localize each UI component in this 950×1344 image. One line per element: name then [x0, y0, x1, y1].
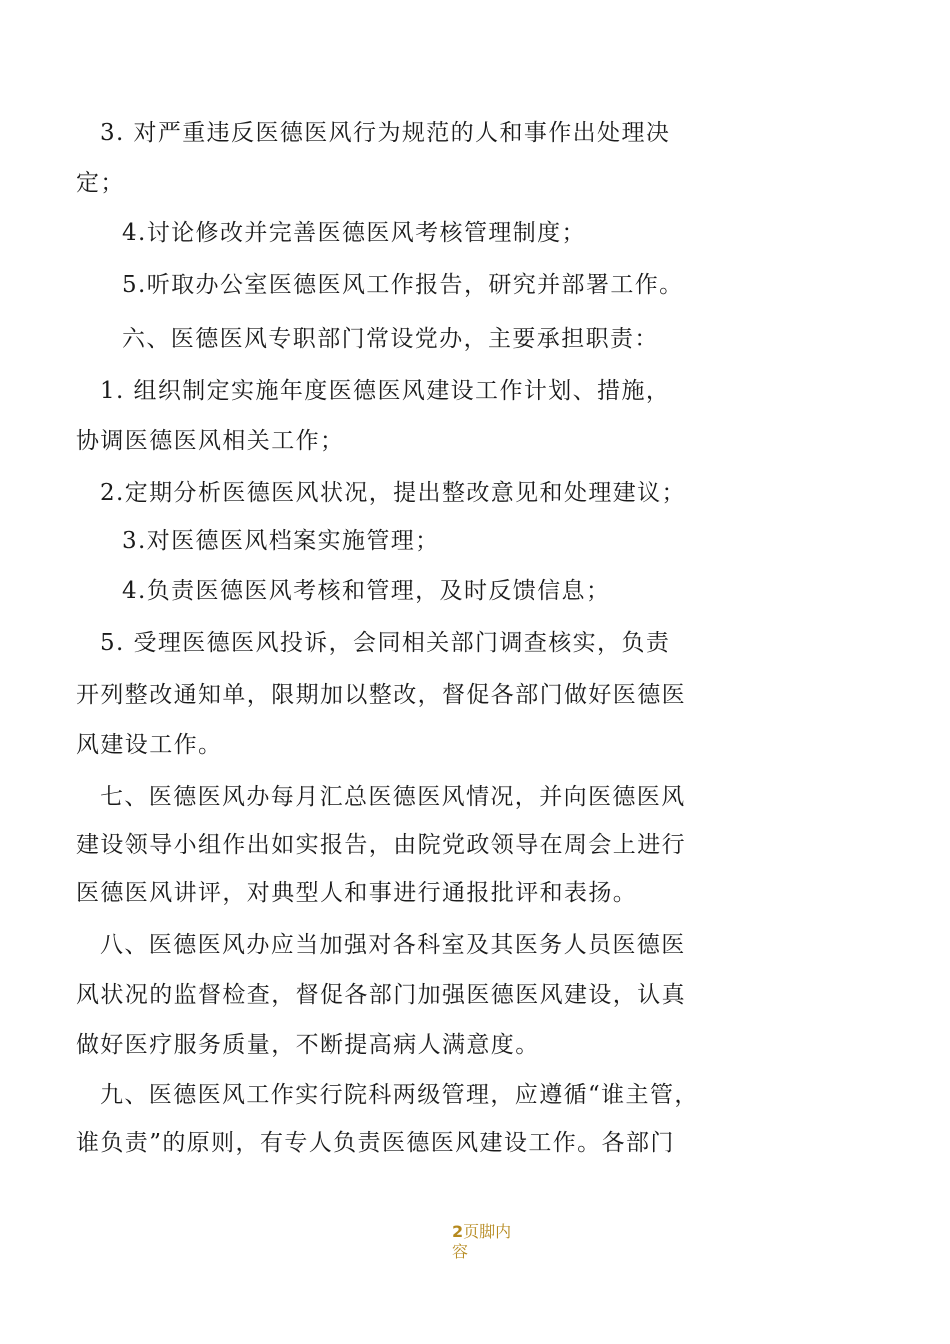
footer-text: 页脚内	[463, 1222, 512, 1241]
text-line-14: 七、医德医风办每月汇总医德医风情况，并向医德医风	[100, 784, 686, 810]
text-line-2: 定；	[76, 170, 125, 196]
text-line-16: 医德医风讲评，对典型人和事进行通报批评和表扬。	[76, 880, 638, 906]
text-line-3: 4.讨论修改并完善医德医风考核管理制度；	[122, 220, 586, 246]
page-footer	[452, 1222, 522, 1262]
text-line-9: 3.对医德医风档案实施管理；	[122, 528, 440, 554]
footer-line-1	[452, 1222, 522, 1242]
text-line-12: 开列整改通知单，限期加以整改，督促各部门做好医德医	[76, 682, 686, 708]
text-line-15: 建设领导小组作出如实报告，由院党政领导在周会上进行	[76, 832, 686, 858]
text-line-7: 协调医德医风相关工作；	[76, 428, 345, 454]
text-line-4: 5.听取办公室医德医风工作报告，研究并部署工作。	[122, 272, 684, 298]
text-line-21: 谁负责”的原则，有专人负责医德医风建设工作。各部门	[76, 1130, 675, 1156]
footer-line-2: 容	[452, 1242, 469, 1261]
text-line-19: 做好医疗服务质量，不断提高病人满意度。	[76, 1032, 540, 1058]
text-line-1: 3. 对严重违反医德医风行为规范的人和事作出处理决	[100, 120, 671, 146]
text-line-8: 2.定期分析医德医风状况，提出整改意见和处理建议；	[100, 480, 686, 506]
page-number: 2	[452, 1222, 464, 1241]
text-line-5: 六、医德医风专职部门常设党办，主要承担职责：	[122, 326, 659, 352]
text-line-20: 九、医德医风工作实行院科两级管理，应遵循“谁主管，	[100, 1082, 699, 1108]
text-line-11: 5. 受理医德医风投诉，会同相关部门调查核实，负责	[100, 630, 671, 656]
text-line-18: 风状况的监督检查，督促各部门加强医德医风建设，认真	[76, 982, 686, 1008]
text-line-13: 风建设工作。	[76, 732, 223, 758]
text-line-10: 4.负责医德医风考核和管理，及时反馈信息；	[122, 578, 611, 604]
text-line-6: 1. 组织制定实施年度医德医风建设工作计划、措施，	[100, 378, 671, 404]
text-line-17: 八、医德医风办应当加强对各科室及其医务人员医德医	[100, 932, 686, 958]
